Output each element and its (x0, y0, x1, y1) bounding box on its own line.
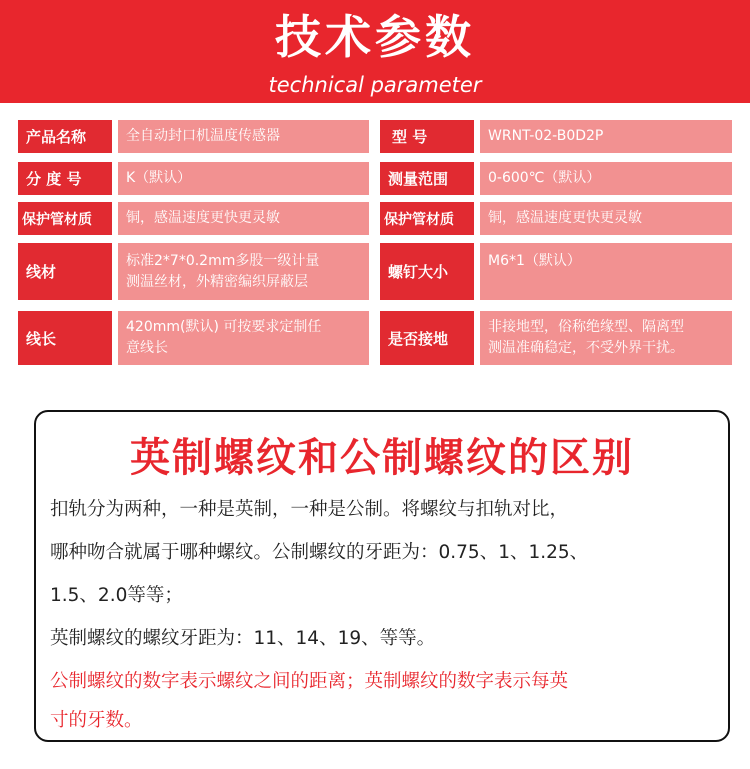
param-value-line: 测温丝材，外精密编织屏蔽层 (126, 273, 308, 290)
param-value-line: 非接地型，俗称绝缘型、隔离型 (488, 319, 684, 335)
param-value: 0-600℃（默认） (480, 162, 732, 195)
param-value: M6*1（默认） (480, 243, 732, 300)
param-label: 保护管材质 (18, 202, 112, 235)
param-label: 测量范围 (380, 162, 474, 195)
param-value: WRNT-02-B0D2P (480, 120, 732, 153)
thread-info-line: 1.5、2.0等等； (50, 585, 183, 606)
param-row (18, 243, 732, 300)
param-value-line: 标准2*7*0.2mm多股一级计量 (126, 252, 320, 269)
thread-info-highlight-line: 公制螺纹的数字表示螺纹之间的距离；英制螺纹的数字表示每英 (50, 671, 569, 692)
param-row (18, 120, 732, 153)
param-value-line: 420mm(默认) 可按要求定制任 (126, 319, 322, 335)
param-label: 分 度 号 (18, 162, 112, 195)
param-value (118, 243, 369, 300)
param-value: 铜，感温速度更快更灵敏 (480, 202, 732, 235)
param-value-line: 测温准确稳定，不受外界干扰。 (488, 340, 684, 356)
param-label: 线材 (18, 243, 112, 300)
thread-info-line: 扣轨分为两种，一种是英制，一种是公制。将螺纹与扣轨对比， (50, 499, 569, 520)
thread-info-box (34, 410, 730, 742)
page-subtitle: technical parameter (268, 73, 482, 97)
param-value (118, 311, 369, 365)
param-label: 是否接地 (380, 311, 474, 365)
page-title: 技术参数 (275, 10, 475, 64)
thread-info-title: 英制螺纹和公制螺纹的区别 (130, 435, 634, 481)
param-label: 产品名称 (18, 120, 112, 153)
param-row (18, 311, 732, 365)
param-row (18, 162, 732, 195)
param-value: K（默认） (118, 162, 369, 195)
param-value (480, 311, 732, 365)
param-row (18, 202, 732, 235)
param-label: 保护管材质 (380, 202, 474, 235)
thread-info-line: 英制螺纹的螺纹牙距为：11、14、19、等等。 (50, 628, 436, 649)
param-value: 全自动封口机温度传感器 (118, 120, 369, 153)
param-label: 螺钉大小 (380, 243, 474, 300)
param-label: 型 号 (380, 120, 474, 153)
param-label: 线长 (18, 311, 112, 365)
thread-info-highlight-line: 寸的牙数。 (50, 710, 143, 731)
param-value-line: 意线长 (126, 340, 168, 356)
thread-info-line: 哪种吻合就属于哪种螺纹。公制螺纹的牙距为：0.75、1、1.25、 (50, 542, 589, 563)
header-banner (0, 0, 750, 103)
param-value: 铜，感温速度更快更灵敏 (118, 202, 369, 235)
